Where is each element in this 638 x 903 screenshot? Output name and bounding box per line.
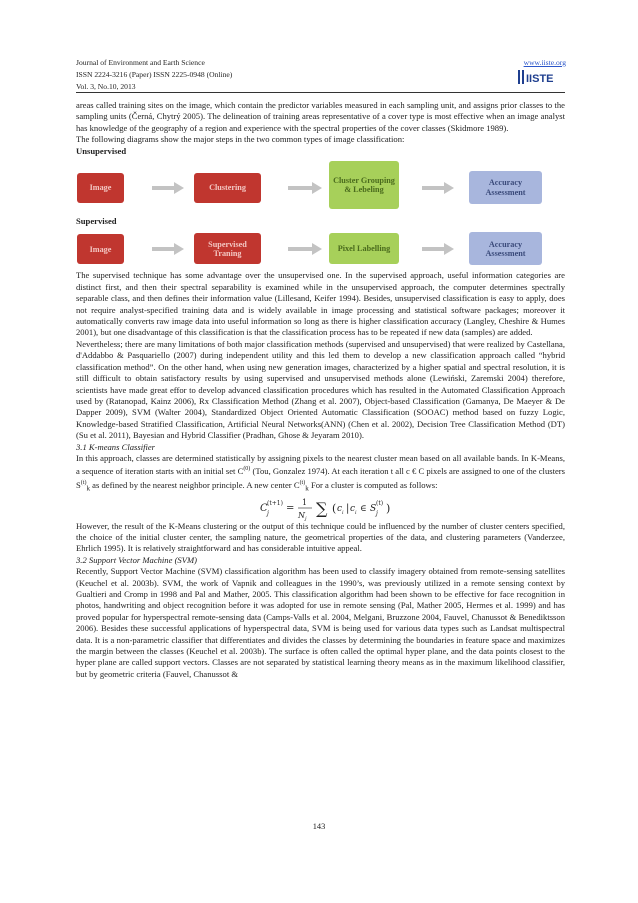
flow-arrow-shaft [152,186,174,190]
paragraph-limitations: Nevertheless; there are many limitations of both major classification methods (supervised and unsupervised) that were realized by Castellana, d'Addabbo & Pasquariello (2007) during independent utility and this led them to develop a new classification approach called “hybrid classification method”. On the other hand, when using new generation images, characterized by a higher spatial and spectral resolution, it is still difficult to obtain satisfactory results by using supervised and unsupervised methods alone (Lewiński, Zaremski 2004) therefore, scientists have made great effor to develop advanced classification procedures which has resulted in the Automated Classification Approach used by (Ratanopad, Kainz 2006), Rx Classification Method (Zhang et al. 2007), Object-based Classification (Gamanya, De Maeyer & De Dapper 2009), SVM (Walter 2004), Standardized Object Oriented Automatic Classification (SOOAC) method based on fuzzy Logic, Knowledge-based Stratified Classification, Artificial Neural Networks(ANN) (Chen et al. 2002), Decision Tree Classification Method (DT) (Su et al. 2011), Bayesian and Hybrid Classifier (Pradhan, Ghose & Jeyaram 2010). [76,338,565,441]
svg-text:): ) [386,501,391,515]
paragraph-kmeans-limitations: However, the result of the K-Means clustering or the output of this technique could be influenced by the number of cluster centers specified, the choice of the initial cluster center, the sampling nature, the geometrical properties of the data, and clustering parameters (Vanderzee, Ehrlich 1995). It is relatively straightforward and has considerable intuitive appeal. [76,520,565,554]
flow-arrow-right-icon [174,243,184,255]
paragraph-diagram-intro: The following diagrams show the major steps in the two common types of image classification: [76,134,405,145]
header-rule [76,92,565,93]
svg-text:(t): (t) [376,499,384,507]
flow-box-pixel-labelling: Pixel Labelling [329,233,399,264]
flow-box-accuracy-assessment: Accuracy Assessment [469,232,542,265]
flow-box-image: Image [77,234,124,264]
flow-arrow-right-icon [444,182,454,194]
section-heading-kmeans: 3.1 K-means Classifier [76,441,156,452]
flow-arrow-shaft [288,186,312,190]
svg-text:c: c [337,503,343,514]
heading-supervised: Supervised [76,216,117,227]
flow-arrow-shaft [288,247,312,251]
svg-text:C: C [260,502,268,514]
flow-arrow-right-icon [444,243,454,255]
journal-issn: ISSN 2224-3216 (Paper) ISSN 2225-0948 (Online) [76,70,233,79]
article-body [76,100,565,680]
journal-volume: Vol. 3, No.10, 2013 [76,82,136,91]
journal-title: Journal of Environment and Earth Science [76,58,205,67]
svg-text:(: ( [332,501,337,515]
svg-text:j: j [376,509,378,517]
flow-box-image: Image [77,173,124,203]
flow-box-supervised-training: Supervised Traning [194,233,261,264]
svg-text:i: i [355,509,357,516]
flow-arrow-shaft [152,247,174,251]
journal-header [76,57,566,93]
svg-text:S: S [370,503,377,514]
flow-box-cluster-grouping: Cluster Grouping & Lebeling [329,161,399,209]
svg-text:i: i [342,509,344,516]
svg-text:(t+1): (t+1) [267,499,283,507]
paragraph-svm: Recently, Support Vector Machine (SVM) classification algorithm has been used to classify imagery obtained from remote-sensing satellites (Keuchel et al. 2003b). SVM, the work of Vapnik and colleagues in the 1990’s, was previously utilized in a remote sensing context by Gualtieri and Cromp in 1998 and Pal and Mather, 2005. This classification algorithm had been shown to be effective for face recognition in photos, handwriting and object recognition before it was adopted for use in remote sensing (Pal, Mather 2005, Hermes et al. 1999) and has proved popular for hyperspectral remote-sensing data (Camps-Valls et al. 2004, Melgani, Bruzzone 2004, Fauvel, Chanussot & Benediktsson 2006). Besides these successful applications of hyperspectral data, SVM is being used for various data types such as Landsat multispectral data. It is a non-parametric classifier that differentiates and divides the classes by determining the boundaries in feature space and maximizes the margin between the classes (Keuchel et al. 2003b). The surface is often called the optimal hyper plane, and the data points closest to the hyper plane are called support vectors. Classes are not separated by statistical learning theory means as in the maximum likelihood classifier, but by geometric criteria (Fauvel, Chanussot & [76,566,565,679]
page-number: 143 [312,822,326,831]
svg-text:1: 1 [302,497,308,507]
svg-text:∈: ∈ [360,503,367,514]
svg-text:=: = [286,502,295,514]
iiste-logo [512,66,562,88]
flow-arrow-right-icon [312,182,322,194]
svg-text:|: | [346,502,350,514]
svg-text:j: j [305,515,307,521]
paragraph-kmeans: In this approach, classes are determined statistically by assigning pixels to the nearest cluster mean based on all available bands. In K-Means, a sequence of iteration starts with an initial set $C^{(0)}$ (Tou, Gonzalez 1974). At each iteration t all c € C pixels are assigned to one of the clusters $S^{(t)}_k$ as defined by the nearest neighbor principle. A new center $C^{(t)}_k$ For a cluster is computed as follows: [76,452,565,493]
flow-box-clustering: Clustering [194,173,261,203]
svg-text:∑: ∑ [316,498,328,518]
svg-text:c: c [350,503,356,514]
paragraph-supervised-advantage: The supervised technique has some advantage over the unsupervised one. In the supervised approach, useful information categories are distinct first, and then their spectral separability is examined while in the unsupervised approach, the computer determines spectrally separable class, and then defines their information value (Lillesand, Keifer 1994). Besides, unsupervised classification is easy to apply, does not require analyst-specified training data and is widely available in image processing and statistical software packages; moreover it automatically converts raw image data into useful information so long as there is higher classification accuracy (Langley, Cheshire & Humes 2001), but one disadvantage of this classification is that the classification process has to be repeated if new data (samples) are added. [76,270,565,338]
flow-box-accuracy-assessment: Accuracy Assessment [469,171,542,204]
flow-arrow-right-icon [312,243,322,255]
supervised-flow-diagram [76,229,565,269]
svg-text:j: j [267,509,269,517]
heading-unsupervised: Unsupervised [76,145,127,156]
kmeans-center-formula [76,495,565,521]
paragraph-training-sites: areas called training sites on the image, which contain the predictor variables measured in each sampling unit, and assigns prior classes to the sampling units (Černá, Chytrý 2005). The delineation of training areas representative of a cover type is most effective when an image analyst has knowledge of the geography of a region and experience with the spectral properties of the cover classes (Skidmore 1989). [76,100,565,133]
flow-arrow-shaft [422,247,444,251]
svg-text:N: N [298,510,305,520]
unsupervised-flow-diagram [76,159,565,215]
section-heading-svm: 3.2 Support Vector Machine (SVM) [76,554,197,565]
journal-url-link[interactable]: www.iiste.org [523,58,566,67]
formula-equation [260,495,420,521]
flow-arrow-shaft [422,186,444,190]
logo-text: IISTE [526,73,554,85]
flow-arrow-right-icon [174,182,184,194]
